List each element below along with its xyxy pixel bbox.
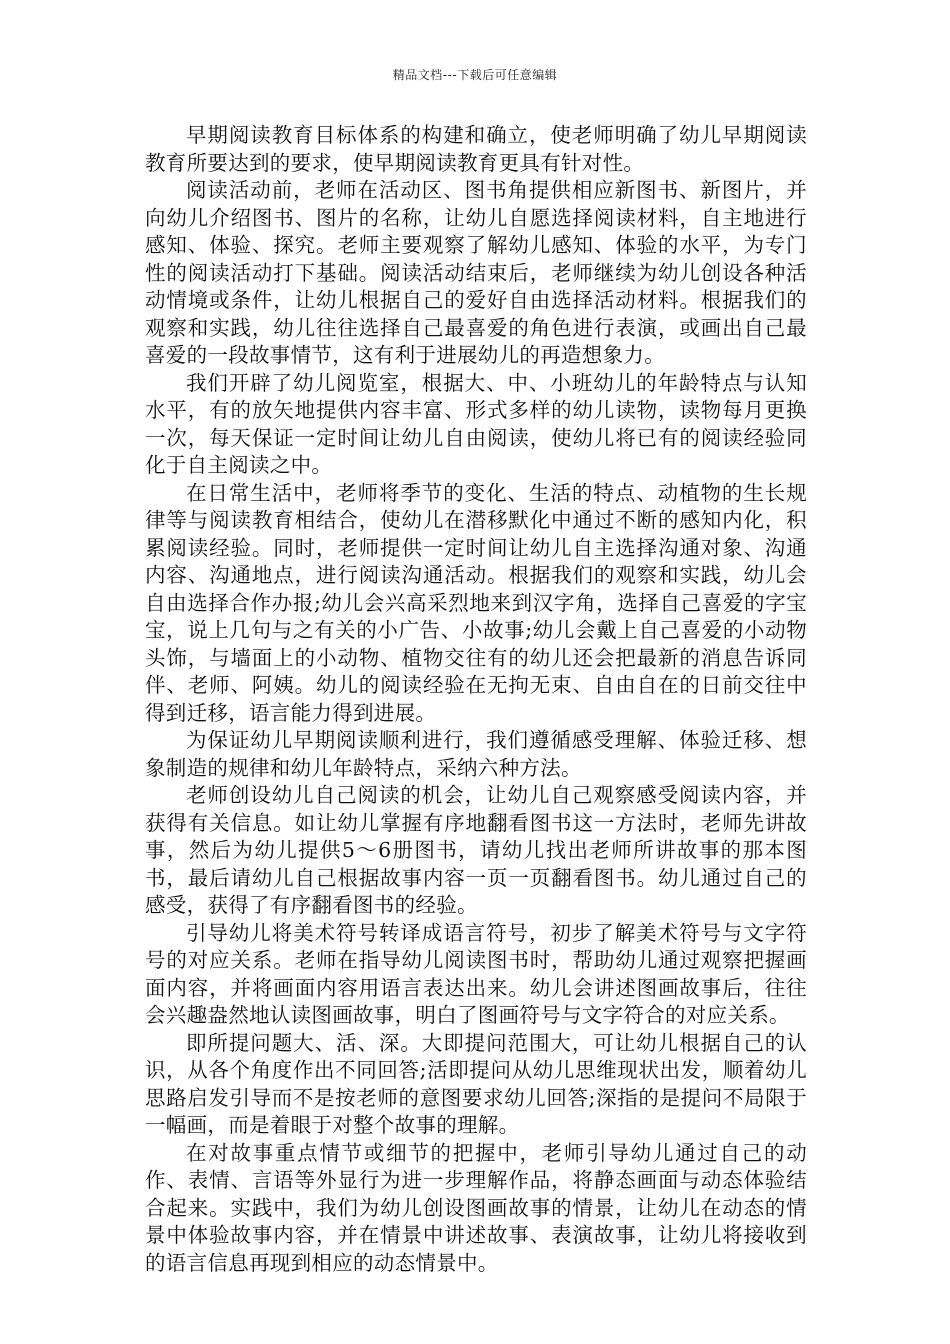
paragraph-1: 早期阅读教育目标体系的构建和确立，使老师明确了幼儿早期阅读教育所要达到的要求，使早期阅读教育更具有针对性。 [145, 123, 807, 175]
paragraph-2: 阅读活动前，老师在活动区、图书角提供相应新图书、新图片，并向幼儿介绍图书、图片的名称，让幼儿自愿选择阅读材料，自主地进行感知、体验、探究。老师主要观察了解幼儿感知、体验的水平，为专门性的阅读活动打下基础。阅读活动结束后，老师继续为幼儿创设各种活动情境或条件，让幼儿根据自己的爱好自由选择活动材料。根据我们的观察和实践，幼儿往往选择自己最喜爱的角色进行表演，或画出自己最喜爱的一段故事情节，这有利于进展幼儿的再造想象力。 [145, 178, 807, 367]
paragraph-9: 在对故事重点情节或细节的把握中，老师引导幼儿通过自己的动作、表情、言语等外显行为进一步理解作品，将静态画面与动态体验结合起来。实践中，我们为幼儿创设图画故事的情景，让幼儿在动态的情景中体验故事内容，并在情景中讲述故事、表演故事，让幼儿将接收到的语言信息再现到相应的动态情景中。 [145, 1140, 807, 1275]
document-body [145, 122, 807, 1277]
paragraph-6: 老师创设幼儿自己阅读的机会，让幼儿自己观察感受阅读内容，并获得有关信息。如让幼儿掌握有序地翻看图书这一方法时，老师先讲故事，然后为幼儿提供5～6册图书，请幼儿找出老师所讲故事的那本图书，最后请幼儿自己根据故事内容一页一页翻看图书。幼儿通过自己的感受，获得了有序翻看图书的经验。 [145, 783, 807, 917]
header-note: 精品文档---下载后可任意编辑 [392, 68, 558, 82]
paragraph-3: 我们开辟了幼儿阅览室，根据大、中、小班幼儿的年龄特点与认知水平，有的放矢地提供内容丰富、形式多样的幼儿读物，读物每月更换一次，每天保证一定时间让幼儿自由阅读，使幼儿将已有的阅读经验同化于自主阅读之中。 [145, 370, 807, 477]
paragraph-4: 在日常生活中，老师将季节的变化、生活的特点、动植物的生长规律等与阅读教育相结合，使幼儿在潜移默化中通过不断的感知内化，积累阅读经验。同时，老师提供一定时间让幼儿自主选择沟通对象、沟通内容、沟通地点，进行阅读沟通活动。根据我们的观察和实践，幼儿会自由选择合作办报;幼儿会兴高采烈地来到汉字角，选择自己喜爱的字宝宝，说上几句与之有关的小广告、小故事;幼儿会戴上自己喜爱的小动物头饰，与墙面上的小动物、植物交往有的幼儿还会把最新的消息告诉同伴、老师、阿姨。幼儿的阅读经验在无拘无束、自由自在的日前交往中得到迁移，语言能力得到进展。 [145, 480, 807, 725]
paragraph-8: 即所提问题大、活、深。大即提问范围大，可让幼儿根据自己的认识，从各个角度作出不同回答;活即提问从幼儿思维现状出发，顺着幼儿思路启发引导而不是按老师的意图要求幼儿回答;深指的是提问不局限于一幅画，而是着眼于对整个故事的理解。 [145, 1030, 807, 1137]
paragraph-5: 为保证幼儿早期阅读顺利进行，我们遵循感受理解、体验迁移、想象制造的规律和幼儿年龄特点，采纳六种方法。 [145, 728, 807, 780]
paragraph-7: 引导幼儿将美术符号转译成语言符号，初步了解美术符号与文字符号的对应关系。老师在指导幼儿阅读图书时，帮助幼儿通过观察把握画面内容，并将画面内容用语言表达出来。幼儿会讲述图画故事后，往往会兴趣盎然地认读图画故事，明白了图画符号与文字符合的对应关系。 [145, 920, 807, 1027]
